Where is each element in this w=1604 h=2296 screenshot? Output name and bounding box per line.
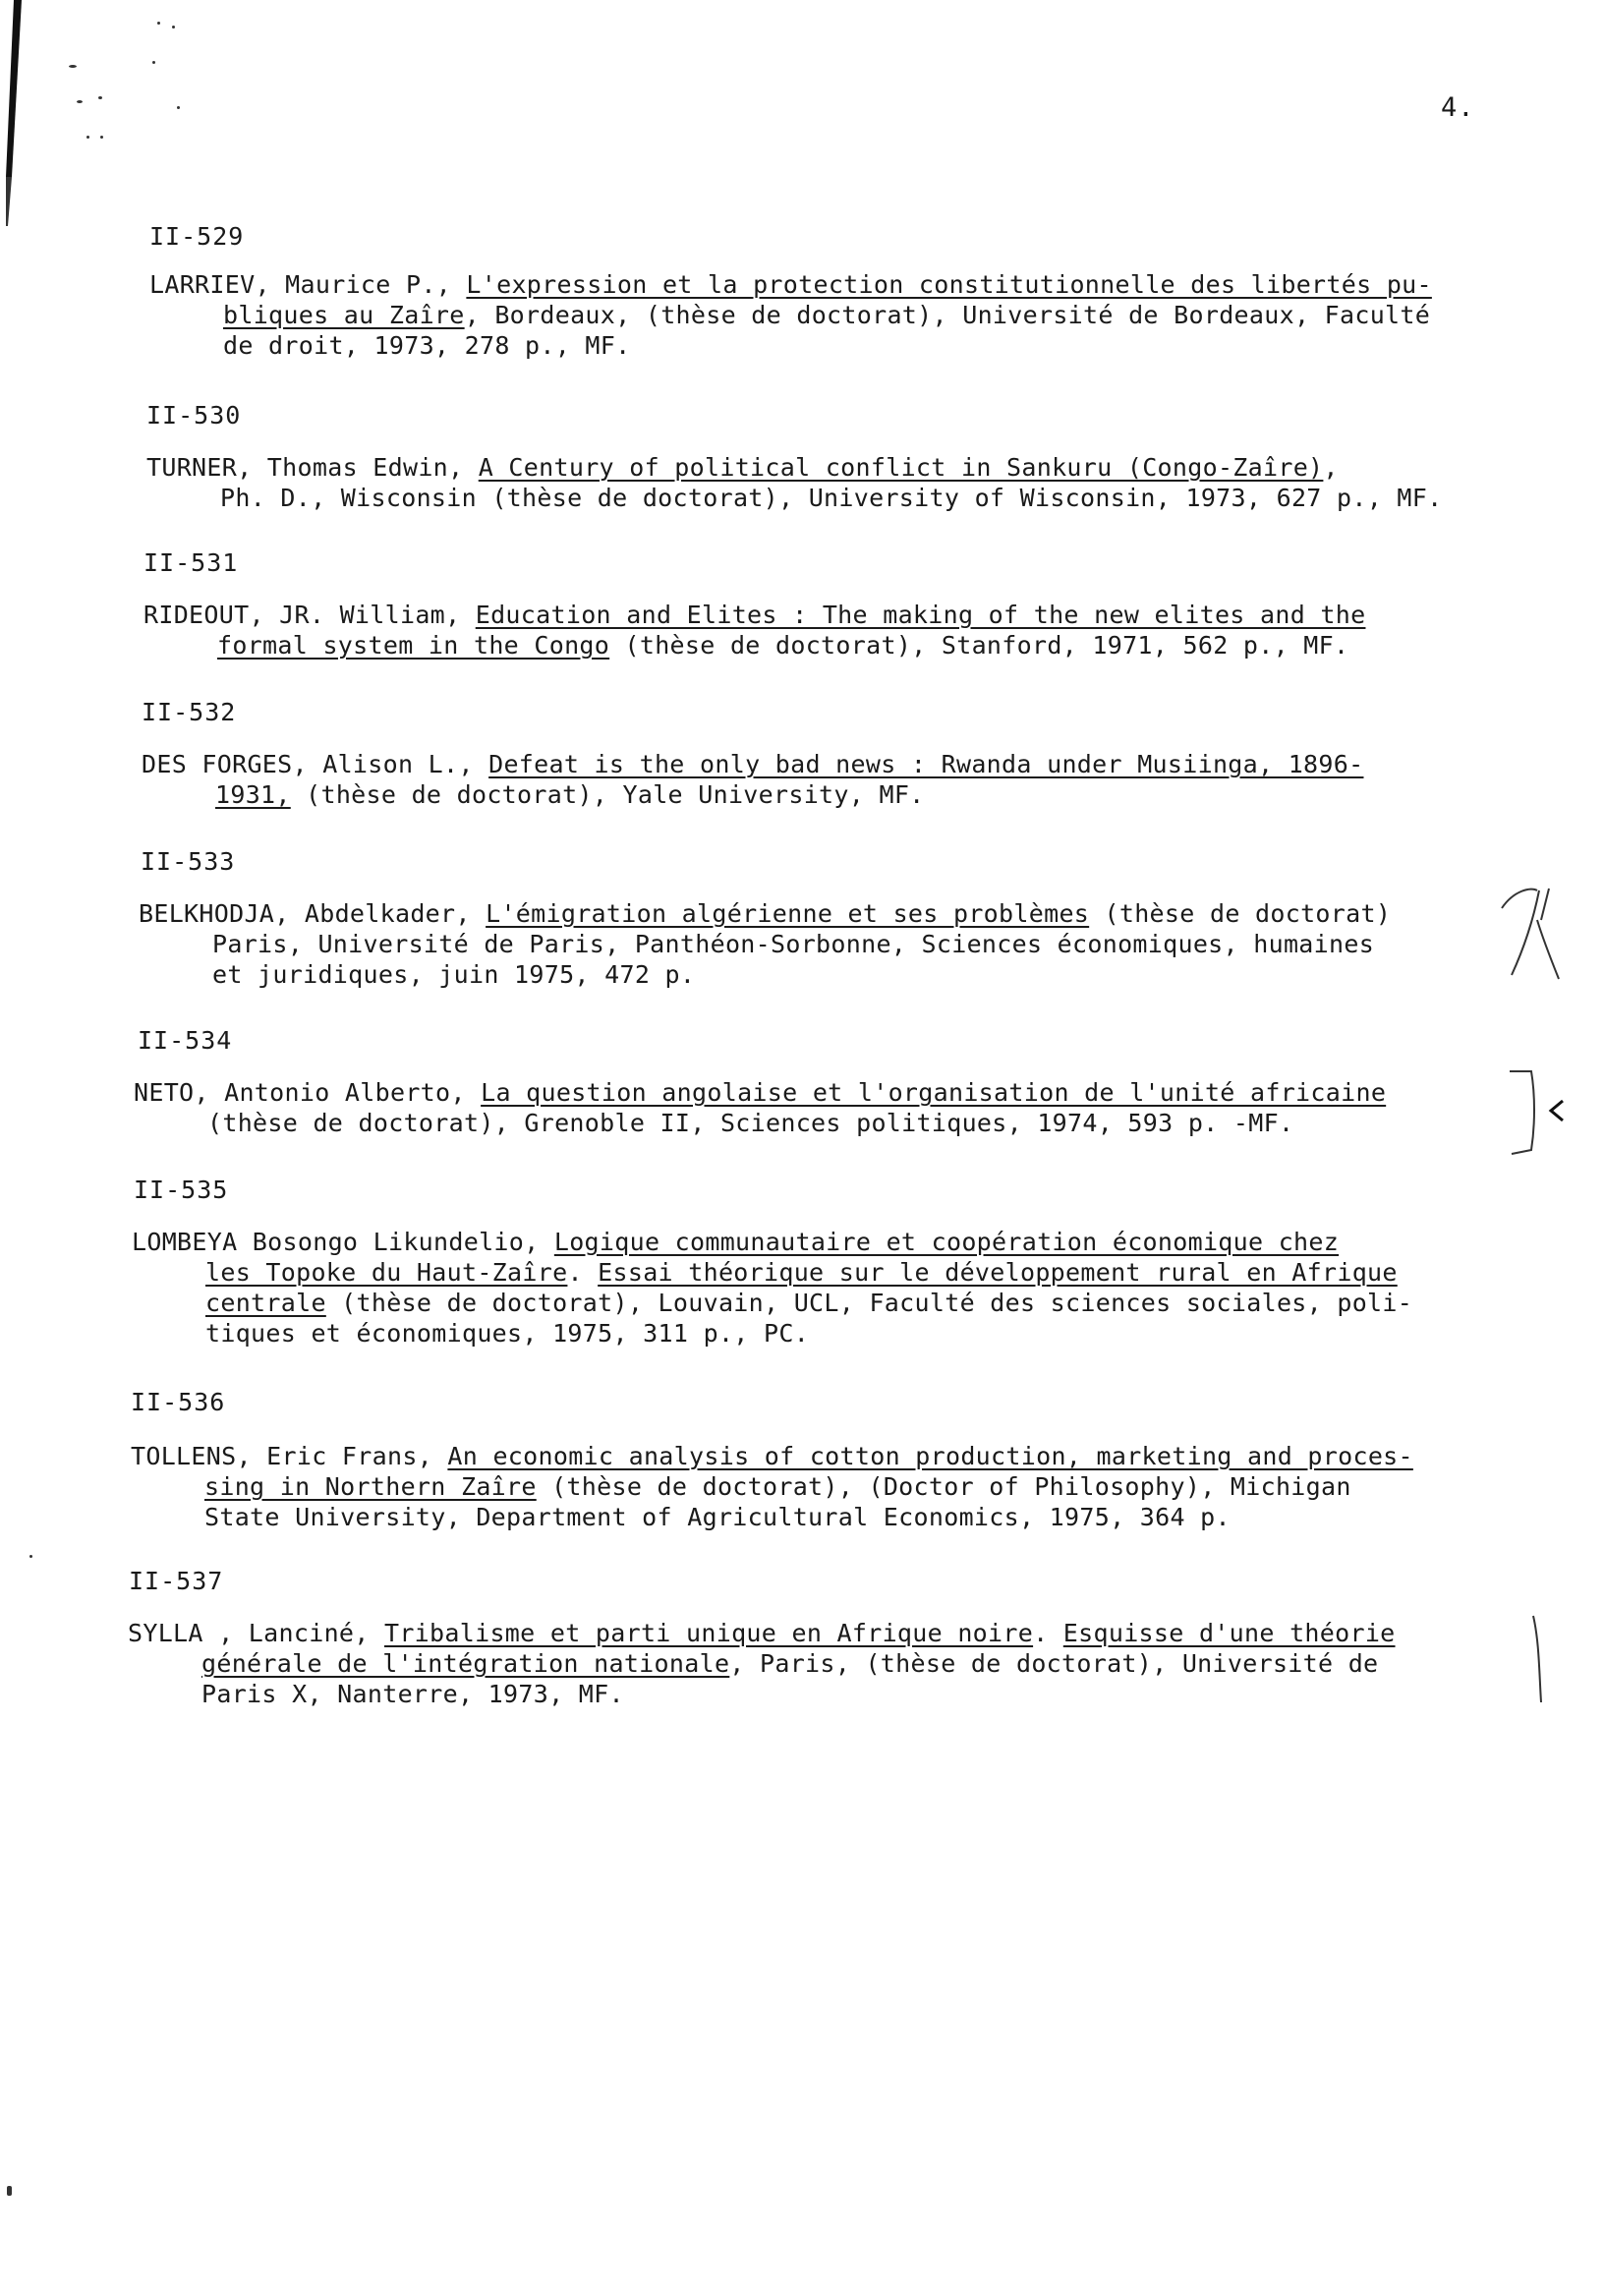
entry-text: , Paris, (thèse de doctorat), Université de — [729, 1649, 1379, 1678]
scan-speck — [152, 61, 155, 64]
handwritten-bracket-mark — [1525, 1612, 1555, 1710]
entry-first-line — [139, 898, 1391, 929]
scan-speck — [98, 96, 102, 99]
entry-first-line — [149, 269, 1432, 300]
entry-continuation-line — [131, 1502, 1413, 1532]
scan-speck — [157, 22, 160, 25]
scan-speck — [86, 136, 89, 139]
entry-text: DES FORGES, Alison L., — [142, 750, 489, 778]
underlined-title-text: sing in Northern Zaîre — [204, 1472, 537, 1501]
entry-text: (thèse de doctorat), Grenoble II, Sciences politiques, 1974, 593 p. -MF. — [207, 1109, 1294, 1137]
scan-margin-stroke — [0, 0, 59, 256]
handwritten-bracket-mark — [1502, 1065, 1571, 1164]
bibliography-entry — [131, 1441, 1413, 1532]
entry-text: State University, Department of Agricultural Economics, 1975, 364 p. — [204, 1503, 1231, 1531]
entry-text: . — [567, 1258, 599, 1287]
scan-speck — [7, 2186, 12, 2196]
underlined-title-text: An economic analysis of cotton production, marketing and proces- — [447, 1442, 1413, 1470]
entry-id: II-537 — [129, 1567, 224, 1595]
entry-id: II-530 — [146, 401, 242, 430]
underlined-title-text: les Topoke du Haut-Zaîre — [205, 1258, 568, 1287]
entry-text: (thèse de doctorat), Louvain, UCL, Faculté des sciences sociales, poli- — [325, 1289, 1413, 1317]
scan-speck — [172, 26, 175, 29]
entry-text: Paris X, Nanterre, 1973, MF. — [201, 1680, 624, 1708]
entry-text: . — [1033, 1619, 1063, 1647]
bibliography-entry — [143, 600, 1365, 660]
entry-first-line — [142, 749, 1363, 779]
entry-text: (thèse de doctorat), Yale University, MF. — [290, 780, 925, 809]
entry-first-line — [134, 1077, 1386, 1108]
entry-text: de droit, 1973, 278 p., MF. — [223, 331, 631, 360]
entry-continuation-line — [143, 630, 1365, 660]
entry-text: BELKHODJA, Abdelkader, — [139, 899, 487, 928]
underlined-title-text: bliques au Zaîre — [223, 301, 465, 329]
underlined-title-text: L'expression et la protection constitutionnelle des libertés pu- — [466, 270, 1432, 299]
bibliography-entry — [128, 1618, 1396, 1709]
entry-continuation-line — [132, 1318, 1412, 1349]
entry-continuation-line — [146, 483, 1442, 513]
entry-id: II-534 — [138, 1026, 233, 1055]
entry-first-line — [132, 1227, 1412, 1257]
underlined-title-text: générale de l'intégration nationale — [201, 1649, 730, 1678]
entry-text: Ph. D., Wisconsin (thèse de doctorat), University of Wisconsin, 1973, 627 p., MF. — [220, 484, 1443, 512]
entry-continuation-line — [149, 300, 1432, 330]
entry-continuation-line — [131, 1471, 1413, 1502]
entry-first-line — [143, 600, 1365, 630]
entry-continuation-line — [128, 1679, 1396, 1709]
underlined-title-text: formal system in the Congo — [217, 631, 610, 660]
entry-id: II-535 — [134, 1176, 229, 1204]
underlined-title-text: A Century of political conflict in Sankuru (Congo-Zaîre) — [478, 453, 1324, 482]
page-number: 4. — [1441, 92, 1475, 123]
underlined-title-text: centrale — [205, 1289, 326, 1317]
scan-speck — [177, 106, 180, 109]
bibliography-entry — [142, 749, 1363, 810]
entry-id: II-533 — [141, 847, 236, 876]
entry-text: , Bordeaux, (thèse de doctorat), Université de Bordeaux, Faculté — [464, 301, 1431, 329]
handwritten-x-mark — [1494, 881, 1563, 989]
entry-first-line — [146, 452, 1442, 483]
entry-continuation-line — [132, 1257, 1412, 1288]
entry-text: LOMBEYA Bosongo Likundelio, — [132, 1228, 554, 1256]
entry-text: TURNER, Thomas Edwin, — [146, 453, 479, 482]
entry-id: II-531 — [143, 548, 239, 577]
entry-text: Paris, Université de Paris, Panthéon-Sorbonne, Sciences économiques, humaines — [212, 930, 1375, 958]
entry-continuation-line — [149, 330, 1432, 361]
entry-continuation-line — [134, 1108, 1386, 1138]
bibliography-entry — [132, 1227, 1412, 1349]
underlined-title-text: Defeat is the only bad news : Rwanda under Musiinga, 1896- — [488, 750, 1364, 778]
scan-speck — [69, 65, 77, 68]
entry-text: tiques et économiques, 1975, 311 p., PC. — [205, 1319, 810, 1348]
entry-text: (thèse de doctorat), (Doctor of Philosophy), Michigan — [536, 1472, 1351, 1501]
underlined-title-text: L'émigration algérienne et ses problèmes — [486, 899, 1090, 928]
entry-continuation-line — [139, 929, 1391, 959]
underlined-title-text: Logique communautaire et coopération économique chez — [553, 1228, 1340, 1256]
entry-first-line — [131, 1441, 1413, 1471]
entry-continuation-line — [142, 779, 1363, 810]
entry-text: TOLLENS, Eric Frans, — [131, 1442, 448, 1470]
entry-continuation-line — [139, 959, 1391, 990]
entry-text: et juridiques, juin 1975, 472 p. — [212, 960, 696, 989]
entry-text: RIDEOUT, JR. William, — [143, 601, 476, 629]
scan-speck — [100, 136, 103, 139]
underlined-title-text: Tribalisme et parti unique en Afrique noire — [383, 1619, 1034, 1647]
underlined-title-text: 1931, — [215, 780, 291, 809]
bibliography-entry — [149, 269, 1432, 361]
entry-text: LARRIEV, Maurice P., — [149, 270, 467, 299]
entry-id: II-529 — [149, 222, 245, 251]
entry-id: II-532 — [142, 698, 237, 726]
entry-text: NETO, Antonio Alberto, — [134, 1078, 482, 1107]
scan-speck — [77, 100, 83, 103]
scan-speck — [29, 1555, 32, 1558]
underlined-title-text: Education and Elites : The making of the new elites and the — [475, 601, 1366, 629]
entry-continuation-line — [132, 1288, 1412, 1318]
underlined-title-text: Essai théorique sur le développement rural en Afrique — [598, 1258, 1398, 1287]
entry-text: SYLLA , Lanciné, — [128, 1619, 384, 1647]
underlined-title-text: La question angolaise et l'organisation de l'unité africaine — [481, 1078, 1387, 1107]
bibliography-entry — [139, 898, 1391, 990]
bibliography-entry — [146, 452, 1442, 513]
entry-text: (thèse de doctorat) — [1089, 899, 1392, 928]
entry-text: , — [1323, 453, 1339, 482]
entry-text: (thèse de doctorat), Stanford, 1971, 562 p., MF. — [609, 631, 1349, 660]
underlined-title-text: Esquisse d'une théorie — [1062, 1619, 1396, 1647]
entry-continuation-line — [128, 1648, 1396, 1679]
entry-id: II-536 — [131, 1388, 226, 1416]
bibliography-entry — [134, 1077, 1386, 1138]
entry-first-line — [128, 1618, 1396, 1648]
